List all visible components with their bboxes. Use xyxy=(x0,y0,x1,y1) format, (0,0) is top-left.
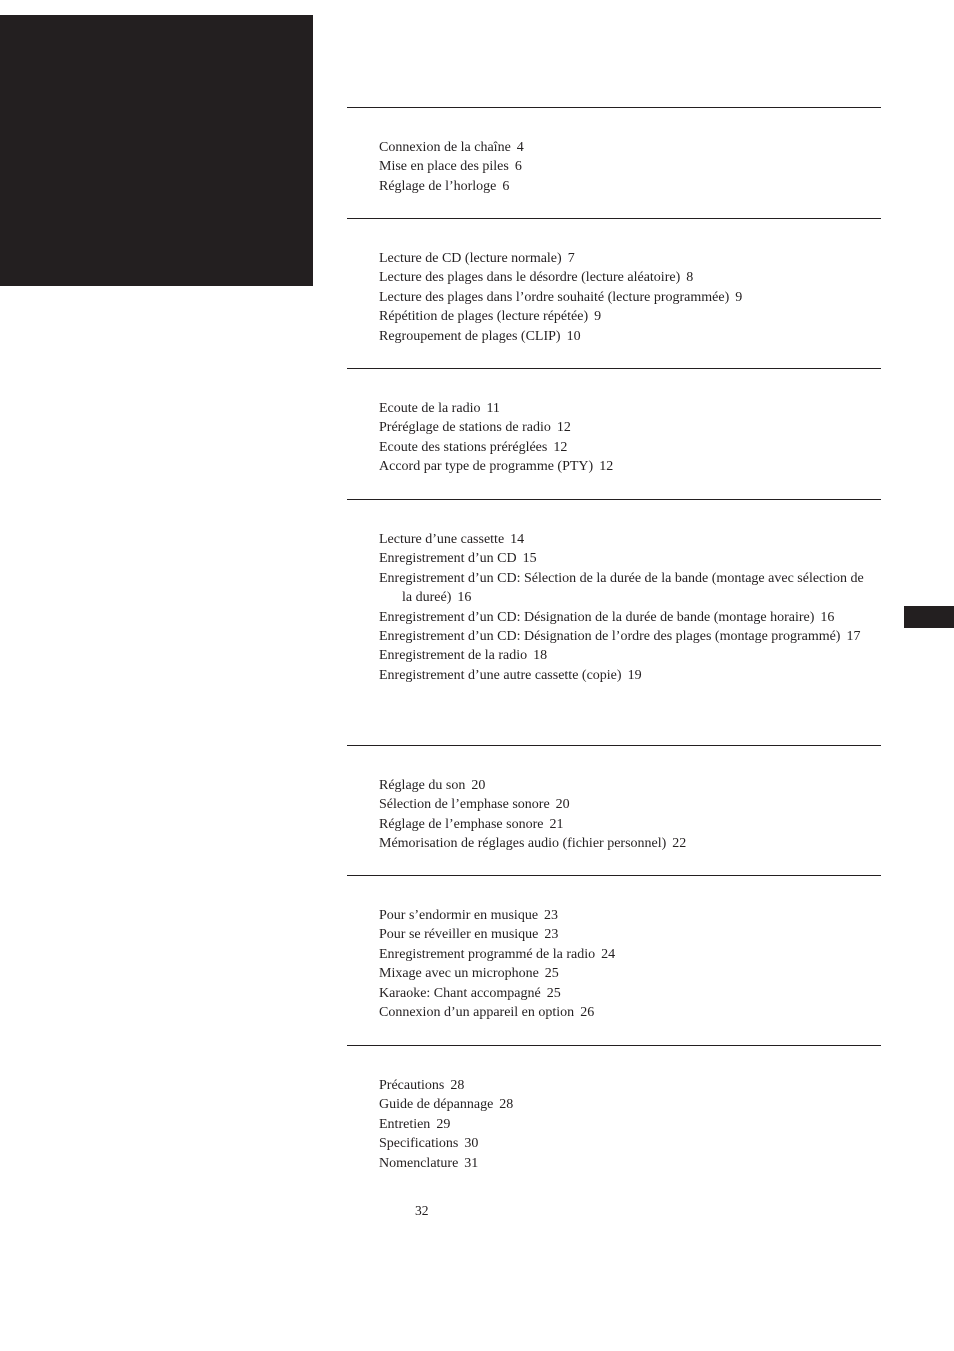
toc-entry-page: 4 xyxy=(516,140,524,155)
toc-entry[interactable] xyxy=(379,795,869,814)
toc-entry-page: 6 xyxy=(502,178,510,194)
toc-entry[interactable] xyxy=(379,815,869,834)
toc-section-3 xyxy=(379,399,869,477)
toc-entry-page: 28 xyxy=(499,1097,514,1113)
toc-entry[interactable] xyxy=(379,776,869,795)
toc-entry[interactable] xyxy=(379,1134,869,1153)
toc-entry-page: 20 xyxy=(555,797,570,813)
toc-entry-page: 14 xyxy=(510,532,525,547)
toc-entry[interactable] xyxy=(379,1154,869,1173)
section-divider xyxy=(347,218,881,219)
toc-entry-page: 7 xyxy=(567,251,575,266)
toc-entry-page: 28 xyxy=(450,1078,465,1093)
toc-entry-title: Enregistrement programmé de la radio xyxy=(379,946,596,962)
toc-entry-page: 26 xyxy=(580,1005,595,1021)
toc-entry-page: 23 xyxy=(544,908,559,923)
page-number: 32 xyxy=(415,1203,429,1218)
toc-section-2 xyxy=(379,249,869,346)
toc-entry[interactable] xyxy=(379,399,869,418)
toc-entry[interactable] xyxy=(379,627,869,646)
toc-entry-page: 19 xyxy=(627,667,642,683)
toc-entry[interactable] xyxy=(379,834,869,853)
toc-entry[interactable] xyxy=(379,438,869,457)
toc-entry-page: 12 xyxy=(556,420,571,436)
toc-entry-title: Entretien xyxy=(379,1116,431,1132)
toc-entry-page: 16 xyxy=(820,609,835,625)
toc-entry-title: Enregistrement d’un CD xyxy=(379,551,517,567)
toc-entry[interactable] xyxy=(379,984,869,1003)
toc-entry-page: 12 xyxy=(553,439,568,455)
toc-entry-title: Enregistrement d’un CD: Désignation de l’ordre des plages (montage programmé) xyxy=(379,629,841,645)
toc-entry-title: Lecture de CD (lecture normale) xyxy=(379,251,562,266)
decorative-black-block xyxy=(0,15,313,286)
toc-entry-page: 16 xyxy=(457,590,472,606)
toc-entry[interactable] xyxy=(379,288,869,307)
toc-entry-page: 15 xyxy=(522,551,537,567)
toc-entry-title: Enregistrement d’une autre cassette (copie) xyxy=(379,667,622,683)
toc-entry[interactable] xyxy=(379,569,869,608)
section-divider xyxy=(347,745,881,746)
toc-entry-page: 11 xyxy=(486,401,500,416)
toc-entry-title: Accord par type de programme (PTY) xyxy=(379,459,594,475)
toc-entry-page: 25 xyxy=(546,985,561,1001)
toc-entry-title: Regroupement de plages (CLIP) xyxy=(379,328,561,344)
toc-entry-title: Guide de dépannage xyxy=(379,1097,494,1113)
toc-entry-title: Réglage de l’horloge xyxy=(379,178,497,194)
section-divider xyxy=(347,1045,881,1046)
toc-entry[interactable] xyxy=(379,1115,869,1134)
section-divider xyxy=(347,875,881,876)
toc-entry-page: 18 xyxy=(533,648,548,664)
section-divider xyxy=(347,107,881,108)
toc-entry[interactable] xyxy=(379,327,869,346)
section-divider xyxy=(347,368,881,369)
toc-entry[interactable] xyxy=(379,138,869,157)
toc-entry[interactable] xyxy=(379,1003,869,1022)
toc-section-6 xyxy=(379,906,869,1022)
toc-entry-page: 9 xyxy=(735,289,743,305)
toc-entry-page: 22 xyxy=(672,836,687,852)
toc-entry[interactable] xyxy=(379,249,869,268)
toc-section-5 xyxy=(379,776,869,854)
toc-entry[interactable] xyxy=(379,418,869,437)
toc-entry-page: 31 xyxy=(464,1155,479,1171)
toc-entry-title: Ecoute de la radio xyxy=(379,401,481,416)
toc-entry-title: Connexion d’un appareil en option xyxy=(379,1005,575,1021)
toc-entry-page: 12 xyxy=(599,459,614,475)
toc-entry[interactable] xyxy=(379,457,869,476)
toc-entry-page: 6 xyxy=(514,159,522,175)
toc-entry[interactable] xyxy=(379,268,869,287)
toc-entry[interactable] xyxy=(379,646,869,665)
toc-entry[interactable] xyxy=(379,964,869,983)
toc-entry-page: 24 xyxy=(601,946,616,962)
toc-entry-title: Pour s’endormir en musique xyxy=(379,908,539,923)
toc-entry-page: 20 xyxy=(471,778,486,793)
toc-entry[interactable] xyxy=(379,945,869,964)
toc-entry-page: 30 xyxy=(464,1136,479,1152)
toc-section-7 xyxy=(379,1076,869,1173)
toc-entry-title: Précautions xyxy=(379,1078,445,1093)
toc-entry-page: 9 xyxy=(594,309,602,325)
toc-entry-title: Mise en place des piles xyxy=(379,159,509,175)
toc-entry-title: Lecture des plages dans l’ordre souhaité (lecture programmée) xyxy=(379,289,730,305)
toc-entry[interactable] xyxy=(379,530,869,549)
toc-section-1 xyxy=(379,138,869,196)
toc-entry[interactable] xyxy=(379,1076,869,1095)
toc-entry-title: Lecture d’une cassette xyxy=(379,532,505,547)
toc-entry-title: Specifications xyxy=(379,1136,459,1152)
toc-entry-page: 25 xyxy=(544,966,559,982)
toc-entry-title: Préréglage de stations de radio xyxy=(379,420,551,436)
toc-entry-title: Réglage de l’emphase sonore xyxy=(379,816,544,832)
toc-entry-title: Sélection de l’emphase sonore xyxy=(379,797,550,813)
toc-section-4 xyxy=(379,530,869,685)
toc-entry[interactable] xyxy=(379,549,869,568)
toc-entry-title: Ecoute des stations préréglées xyxy=(379,439,548,455)
toc-entry-title: Connexion de la chaîne xyxy=(379,140,511,155)
toc-entry-title: Lecture des plages dans le désordre (lecture aléatoire) xyxy=(379,270,681,286)
toc-entry-page: 17 xyxy=(846,629,861,645)
toc-entry[interactable] xyxy=(379,925,869,944)
toc-entry[interactable] xyxy=(379,608,869,627)
toc-entry-title: Enregistrement d’un CD: Désignation de la durée de bande (montage horaire) xyxy=(379,609,815,625)
toc-entry-title: Nomenclature xyxy=(379,1155,459,1171)
toc-entry[interactable] xyxy=(379,1095,869,1114)
toc-entry-title: Enregistrement de la radio xyxy=(379,648,528,664)
toc-entry[interactable] xyxy=(379,666,869,685)
toc-entry-page: 23 xyxy=(544,927,559,943)
toc-entry[interactable] xyxy=(379,157,869,176)
toc-entry-page: 29 xyxy=(436,1116,451,1132)
toc-entry-title: Réglage du son xyxy=(379,778,466,793)
toc-entry-title: Répétition de plages (lecture répétée) xyxy=(379,309,589,325)
section-divider xyxy=(347,499,881,500)
toc-entry-page: 21 xyxy=(549,816,564,832)
toc-entry-title: Enregistrement d’un CD: Sélection de la durée de la bande (montage avec sélection de la dureé) xyxy=(379,570,864,606)
toc-entry-title: Pour se réveiller en musique xyxy=(379,927,539,943)
toc-entry-page: 10 xyxy=(566,328,581,344)
edge-thumb-tab xyxy=(904,606,954,628)
toc-entry[interactable] xyxy=(379,177,869,196)
toc-entry-title: Mixage avec un microphone xyxy=(379,966,539,982)
toc-entry-title: Mémorisation de réglages audio (fichier personnel) xyxy=(379,836,667,852)
toc-entry-page: 8 xyxy=(686,270,694,286)
toc-entry[interactable] xyxy=(379,906,869,925)
toc-entry-title: Karaoke: Chant accompagné xyxy=(379,985,541,1001)
toc-entry[interactable] xyxy=(379,307,869,326)
